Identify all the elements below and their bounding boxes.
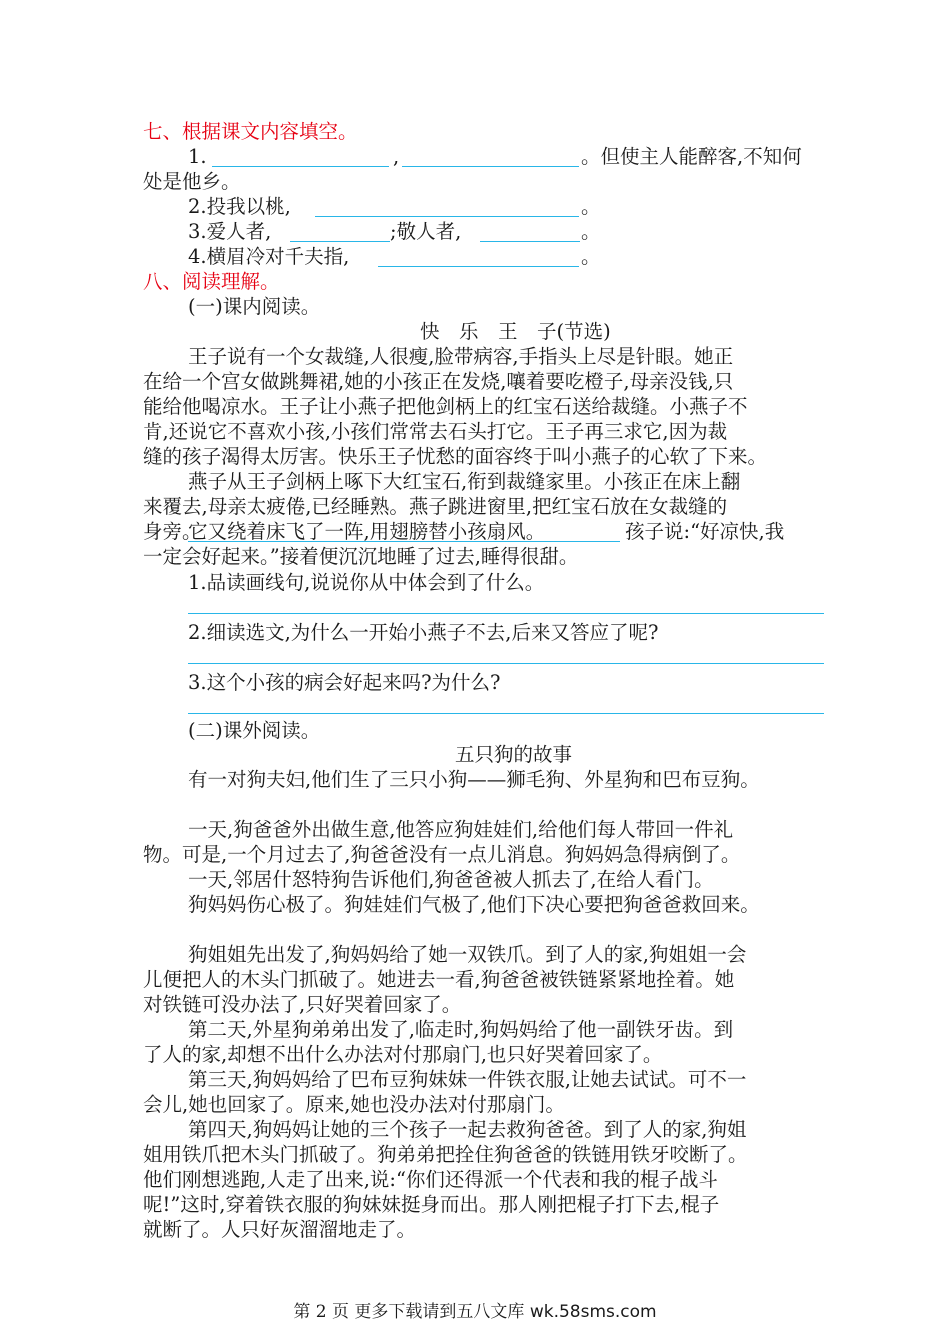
- part1-label: (一)课内阅读。: [188, 295, 321, 318]
- q1-comma: ,: [393, 145, 400, 168]
- part1-line: 肯,还说它不喜欢小孩,小孩们常常去石头打它。王子再三求它,因为裁: [143, 420, 728, 443]
- part1-line: 孩子说:“好凉快,我: [625, 520, 785, 543]
- footer-site-link[interactable]: wk.58sms.com: [529, 1302, 657, 1322]
- part1-line: 王子说有一个女裁缝,人很瘦,脸带病容,手指头上尽是针眼。她正: [188, 345, 734, 368]
- part1-line: 在给一个宫女做跳舞裙,她的小孩正在发烧,嚷着要吃橙子,母亲没钱,只: [143, 370, 734, 393]
- q2-end: 。: [581, 195, 601, 218]
- q3-mid: ;敬人者,: [390, 220, 462, 243]
- q3-end: 。: [581, 220, 601, 243]
- part2-line: 了人的家,却想不出什么办法对付那扇门,也只好哭着回家了。: [143, 1043, 663, 1066]
- part2-line: 就断了。人只好灰溜溜地走了。: [143, 1218, 417, 1241]
- q4-prefix: 4.横眉冷对千夫指,: [188, 245, 350, 268]
- part2-line: 姐用铁爪把木头门抓破了。狗弟弟把拴住狗爸爸的铁链用铁牙咬断了。: [143, 1143, 748, 1166]
- q3-prefix: 3.爱人者,: [188, 220, 272, 243]
- part1-line: 身旁。: [143, 520, 202, 543]
- answer-line-3[interactable]: [188, 713, 824, 714]
- part2-line: 一天,狗爸爸外出做生意,他答应狗娃娃们,给他们每人带回一件礼: [188, 818, 734, 841]
- q1-continuation: 处是他乡。: [143, 170, 241, 193]
- part1-line: 燕子从王子剑柄上啄下大红宝石,衔到裁缝家里。小孩正在床上翻: [188, 470, 741, 493]
- q2-prefix: 2.投我以桃,: [188, 195, 291, 218]
- part2-line: 会儿,她也回家了。原来,她也没办法对付那扇门。: [143, 1093, 565, 1116]
- part1-question-2: 2.细读选文,为什么一开始小燕子不去,后来又答应了呢?: [188, 621, 659, 644]
- part1-question-3: 3.这个小孩的病会好起来吗?为什么?: [188, 671, 501, 694]
- part2-line: 儿便把人的木头门抓破了。她进去一看,狗爸爸被铁链紧紧地拴着。她: [143, 968, 735, 991]
- q2-blank[interactable]: [315, 216, 579, 217]
- answer-line-1[interactable]: [188, 613, 824, 614]
- footer-text: 第 2 页 更多下载请到五八文库: [293, 1302, 525, 1322]
- part2-line: 狗妈妈伤心极了。狗娃娃们气极了,他们下决心要把狗爸爸救回来。: [188, 893, 760, 916]
- part2-line: 狗姐姐先出发了,狗妈妈给了她一双铁爪。到了人的家,狗姐姐一会: [188, 943, 747, 966]
- part2-label: (二)课外阅读。: [188, 719, 321, 742]
- part2-line: 一天,邻居什怒特狗告诉他们,狗爸爸被人抓去了,在给人看门。: [188, 868, 714, 891]
- part2-line: 物。可是,一个月过去了,狗爸爸没有一点儿消息。狗妈妈急得病倒了。: [143, 843, 741, 866]
- sentence-underline: [188, 541, 620, 542]
- part2-line: 第二天,外星狗弟弟出发了,临走时,狗妈妈给了他一副铁牙齿。到: [188, 1018, 734, 1041]
- part1-line: 一定会好起来。”接着便沉沉地睡了过去,睡得很甜。: [143, 545, 579, 568]
- part2-line: 有一对狗夫妇,他们生了三只小狗——狮毛狗、外星狗和巴布豆狗。: [188, 768, 760, 791]
- part2-line: 对铁链可没办法了,只好哭着回家了。: [143, 993, 462, 1016]
- part2-title: 五只狗的故事: [455, 743, 573, 766]
- part2-line: 他们刚想逃跑,人走了出来,说:“你们还得派一个代表和我的棍子战斗: [143, 1168, 718, 1191]
- q4-end: 。: [581, 245, 601, 268]
- part1-line: 能给他喝凉水。王子让小燕子把他剑柄上的红宝石送给裁缝。小燕子不: [143, 395, 748, 418]
- answer-line-2[interactable]: [188, 663, 824, 664]
- part2-line: 第四天,狗妈妈让她的三个孩子一起去救狗爸爸。到了人的家,狗姐: [188, 1118, 747, 1141]
- part1-question-1: 1.品读画线句,说说你从中体会到了什么。: [188, 571, 545, 594]
- part1-line: 缝的孩子渴得太厉害。快乐王子忧愁的面容终于叫小燕子的心软了下来。: [143, 445, 768, 468]
- part1-line: 来覆去,母亲太疲倦,已经睡熟。燕子跳进窗里,把红宝石放在女裁缝的: [143, 495, 728, 518]
- part2-line: 第三天,狗妈妈给了巴布豆狗妹妹一件铁衣服,让她去试试。可不一: [188, 1068, 747, 1091]
- q1-blank-2[interactable]: [402, 166, 579, 167]
- section-8-heading: 八、阅读理解。: [143, 270, 280, 293]
- q4-blank[interactable]: [378, 266, 579, 267]
- q1-blank-1[interactable]: [212, 166, 389, 167]
- part1-title: 快 乐 王 子(节选): [420, 320, 611, 343]
- q3-blank-2[interactable]: [480, 241, 580, 242]
- underlined-sentence: 它又绕着床飞了一阵,用翅膀替小孩扇风。: [188, 520, 546, 543]
- part2-line: 呢!”这时,穿着铁衣服的狗妹妹挺身而出。那人刚把棍子打下去,棍子: [143, 1193, 720, 1216]
- q1-prefix: 1.: [188, 145, 207, 168]
- q1-suffix: 。但使主人能醉客,不知何: [581, 145, 802, 168]
- page-footer: [0, 1301, 950, 1323]
- q3-blank-1[interactable]: [290, 241, 390, 242]
- section-7-heading: 七、根据课文内容填空。: [143, 120, 358, 143]
